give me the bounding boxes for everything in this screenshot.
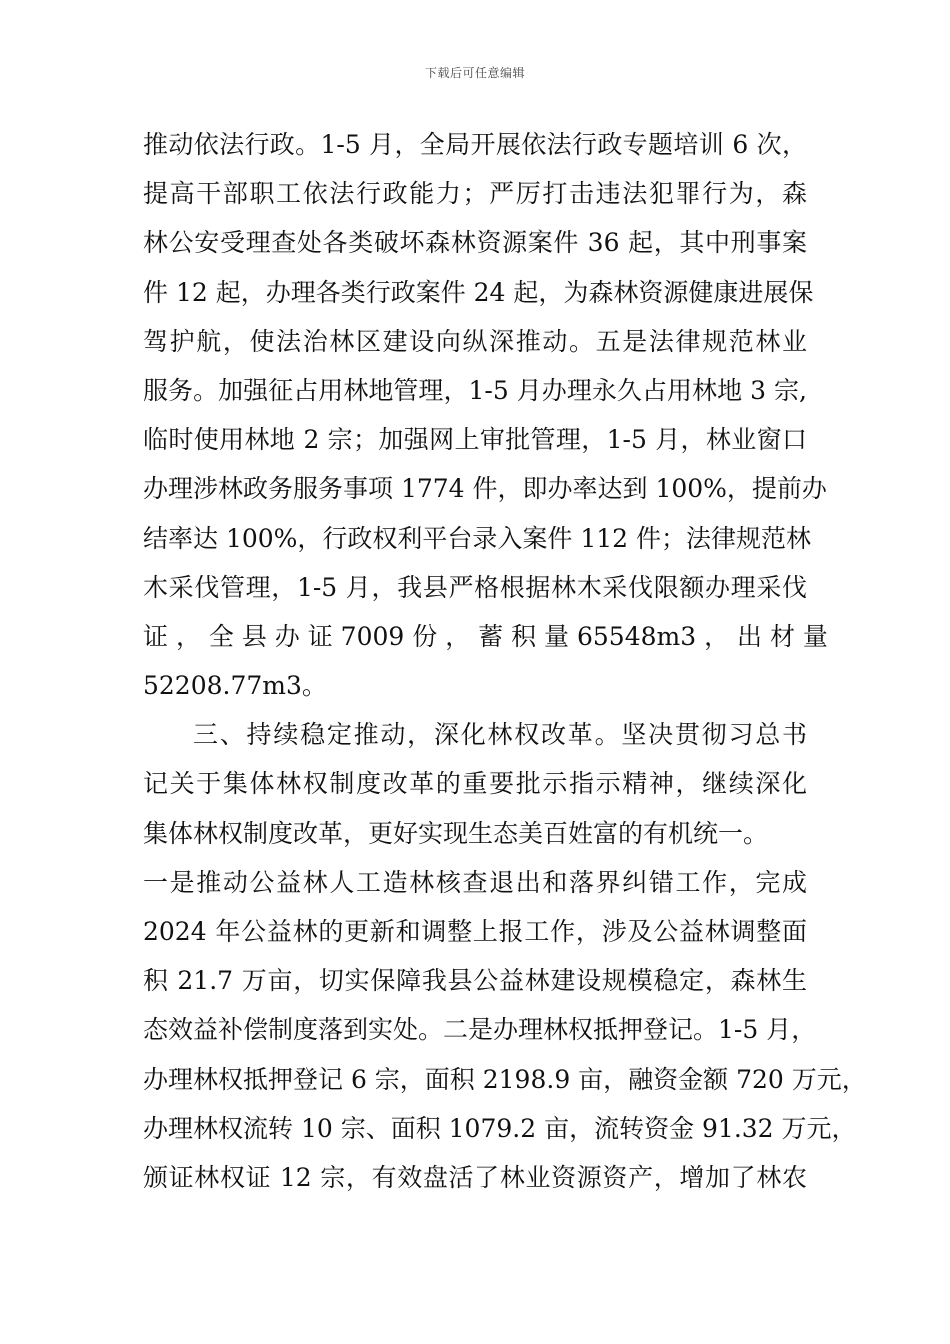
text-line: 记关于集体林权制度改革的重要批示指示精神，继续深化 [143,769,807,799]
document-body [143,120,867,1202]
text-line: 件 12 起，办理各类行政案件 24 起，为森林资源健康进展保 [143,277,814,307]
text-line: 积 21.7 万亩，切实保障我县公益林建设规模稳定，森林生 [143,966,807,996]
text-line: 提高干部职工依法行政能力；严厉打击违法犯罪行为，森 [143,179,807,209]
text-line: 驾护航，使法治林区建设向纵深推动。五是法律规范林业 [143,326,807,356]
text-line: 一是推动公益林人工造林核查退出和落界纠错工作，完成 [143,867,807,897]
section-heading-line: 三、持续稳定推动，深化林权改革。坚决贯彻习总书 [193,720,807,750]
text-line: 服务。加强征占用林地管理，1-5 月办理永久占用林地 3 宗, [143,375,807,405]
text-line: 结率达 100%，行政权利平台录入案件 112 件；法律规范林 [143,523,812,553]
text-line: 集体林权制度改革，更好实现生态美百姓富的有机统一。 [143,818,769,848]
text-line: 临时使用林地 2 宗；加强网上审批管理，1-5 月，林业窗口 [143,425,807,455]
text-line: 办理林权流转 10 宗、面积 1079.2 亩，流转资金 91.32 万元， [143,1113,857,1143]
text-line: 证 ， 全 县 办 证 7009 份 ， 蓄 积 量 65548m3 ， 出 材 量 [143,621,828,651]
page-header: 下载后可任意编辑 [424,66,525,80]
text-line: 颁证林权证 12 宗，有效盘活了林业资源资产，增加了林农 [143,1162,807,1192]
text-line: 办理林权抵押登记 6 宗，面积 2198.9 亩，融资金额 720 万元， [143,1064,867,1094]
text-line: 林公安受理查处各类破坏森林资源案件 36 起，其中刑事案 [143,228,807,258]
text-line: 推动依法行政。1-5 月，全局开展依法行政专题培训 6 次， [143,130,807,159]
text-line: 木采伐管理，1-5 月，我县严格根据林木采伐限额办理采伐 [143,572,807,602]
text-line: 办理涉林政务服务事项 1774 件，即办率达到 100%，提前办 [143,474,827,504]
text-line: 2024 年公益林的更新和调整上报工作，涉及公益林调整面 [143,917,807,946]
text-line: 52208.77m3。 [143,671,327,701]
text-line: 态效益补偿制度落到实处。二是办理林权抵押登记。1-5 月， [143,1015,817,1045]
